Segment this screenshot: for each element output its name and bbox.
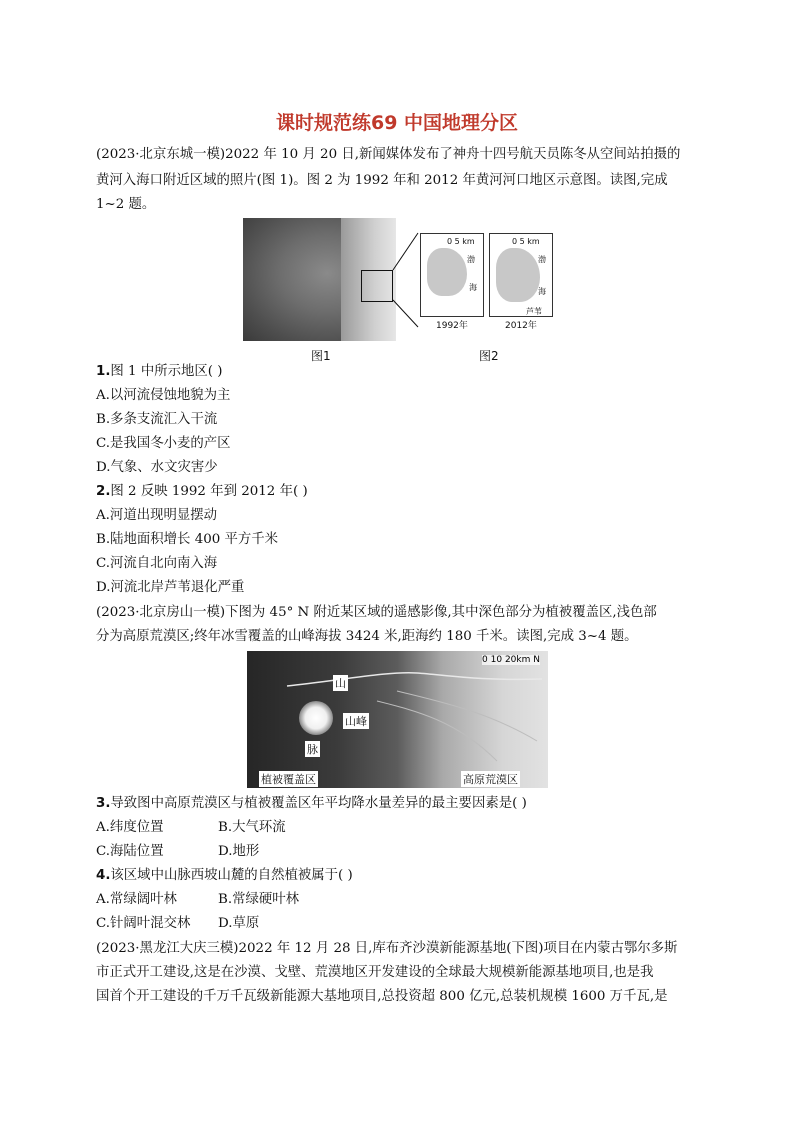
map-1992 xyxy=(420,233,484,317)
question-4-option-c: C.针阔叶混交林 xyxy=(96,916,191,931)
question-2-option-d: D.河流北岸芦苇退化严重 xyxy=(96,580,245,595)
question-number: 1. xyxy=(96,364,111,379)
drainage-lines xyxy=(247,651,548,788)
intro-2-line-2: 分为高原荒漠区;终年冰雪覆盖的山峰海拔 3424 米,距海约 180 千米。读图,完成 3~4 题。 xyxy=(96,629,638,644)
question-4-stem xyxy=(96,866,353,886)
intro-3-line-1: (2023·黑龙江大庆三模)2022 年 12 月 28 日,库布齐沙漠新能源基地(下图)项目在内蒙古鄂尔多斯 xyxy=(96,941,678,956)
question-1-option-d: D.气象、水文灾害少 xyxy=(96,460,218,475)
figure-1-satellite-photo xyxy=(243,218,396,341)
question-2-option-c: C.河流自北向南入海 xyxy=(96,556,218,571)
question-1-stem xyxy=(96,362,223,382)
north-arrow-icon: N xyxy=(533,655,540,665)
figure-1-caption: 图1 xyxy=(311,349,331,363)
figure-2-caption: 图2 xyxy=(479,349,499,363)
label-mai: 脉 xyxy=(307,743,318,756)
intro-3-line-2: 市正式开工建设,这是在沙漠、戈壁、荒漠地区开发建设的全球最大规模新能源基地项目,也是我 xyxy=(96,965,654,980)
question-2-option-b: B.陆地面积增长 400 平方千米 xyxy=(96,532,279,547)
label-shan: 山 xyxy=(335,677,346,690)
question-3-option-c: C.海陆位置 xyxy=(96,844,164,859)
question-number: 2. xyxy=(96,484,111,499)
land-area xyxy=(496,248,540,302)
scale-label: 0 5 km xyxy=(447,237,475,246)
map-2012 xyxy=(489,233,553,317)
sea-label-1: 渤 xyxy=(467,255,475,264)
figure-remote-sensing-image xyxy=(247,651,548,788)
intro-1-line-1: (2023·北京东城一模)2022 年 10 月 20 日,新闻媒体发布了神舟十四号航天员陈冬从空间站拍摄的 xyxy=(96,147,681,162)
intro-1-line-3: 1~2 题。 xyxy=(96,197,156,212)
sea-label-1: 渤 xyxy=(538,255,546,264)
snow-peak xyxy=(299,701,333,735)
question-4-option-d: D.草原 xyxy=(218,916,260,931)
label-vegetation-area: 植被覆盖区 xyxy=(261,773,316,786)
sea-label-2: 海 xyxy=(469,283,477,292)
question-2-option-a: A.河道出现明显摆动 xyxy=(96,508,218,523)
question-number: 3. xyxy=(96,796,111,811)
highlight-box xyxy=(361,270,393,302)
question-1-option-a: A.以河流侵蚀地貌为主 xyxy=(96,388,231,403)
intro-3-line-3: 国首个开工建设的千万千瓦级新能源大基地项目,总投资超 800 亿元,总装机规模 1600 万千瓦,是 xyxy=(96,989,668,1004)
question-text: 图 1 中所示地区( ) xyxy=(110,364,223,379)
map-1992-year: 1992年 xyxy=(436,321,468,331)
question-3-option-b: B.大气环流 xyxy=(218,820,286,835)
sea-label-2: 海 xyxy=(538,287,546,296)
question-text: 图 2 反映 1992 年到 2012 年( ) xyxy=(110,484,308,499)
question-3-option-a: A.纬度位置 xyxy=(96,820,164,835)
question-4-option-b: B.常绿硬叶林 xyxy=(218,892,300,907)
legend-reed: 芦苇 xyxy=(526,307,542,316)
figure-connector-lines xyxy=(390,230,420,330)
question-4-option-a: A.常绿阔叶林 xyxy=(96,892,177,907)
question-3-option-d: D.地形 xyxy=(218,844,260,859)
question-1-option-b: B.多条支流汇入干流 xyxy=(96,412,218,427)
question-number: 4. xyxy=(96,868,111,883)
question-1-option-c: C.是我国冬小麦的产区 xyxy=(96,436,231,451)
scale-label: 0 5 km xyxy=(512,237,540,246)
map-2012-year: 2012年 xyxy=(505,321,537,331)
scale-bar xyxy=(482,655,540,665)
question-text: 导致图中高原荒漠区与植被覆盖区年平均降水量差异的最主要因素是( ) xyxy=(110,796,527,811)
scale-text: 0 10 20km xyxy=(482,655,531,665)
intro-2-line-1: (2023·北京房山一模)下图为 45° N 附近某区域的遥感影像,其中深色部分为植被覆盖区,浅色部 xyxy=(96,605,657,620)
question-text: 该区域中山脉西坡山麓的自然植被属于( ) xyxy=(110,868,353,883)
land-area xyxy=(427,248,467,296)
label-peak: 山峰 xyxy=(345,715,367,728)
label-desert-area: 高原荒漠区 xyxy=(463,773,518,786)
question-3-stem xyxy=(96,794,527,814)
page-title: 课时规范练69 中国地理分区 xyxy=(275,112,519,134)
question-2-stem xyxy=(96,482,308,502)
intro-1-line-2: 黄河入海口附近区域的照片(图 1)。图 2 为 1992 年和 2012 年黄河河口地区示意图。读图,完成 xyxy=(96,173,668,188)
